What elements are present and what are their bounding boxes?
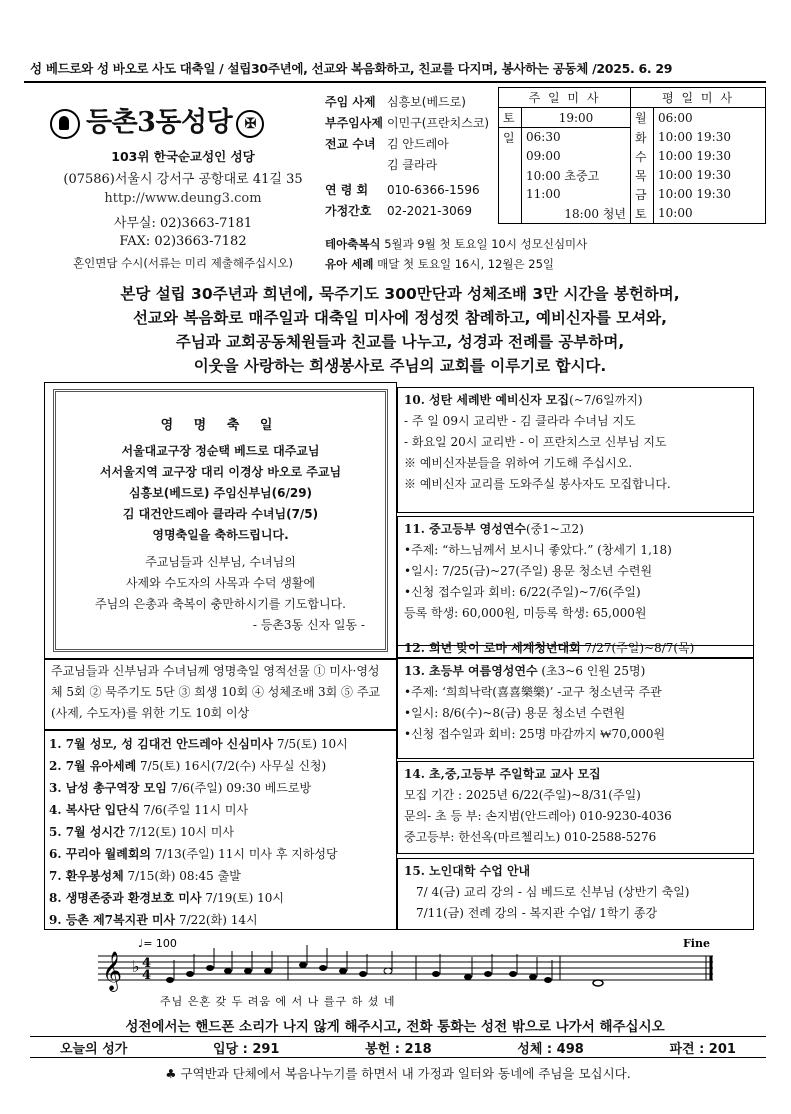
fine-marking: Fine xyxy=(683,937,710,950)
feast-signature: - 등촌3동 신자 일동 - xyxy=(252,618,365,632)
list-item: 5. 7월 성시간 7/12(토) 10시 미사 xyxy=(49,825,235,839)
parish-patron: 103위 한국순교성인 성당 xyxy=(111,149,255,164)
fatima-blessing-info: 테아축복식 5월과 9월 첫 토요일 10시 성모신심미사 xyxy=(325,237,588,251)
communion-hymn: 성체 : 498 xyxy=(517,1041,584,1057)
offertory-hymn: 봉헌 : 218 xyxy=(365,1041,432,1057)
footer-message: ♣ 구역반과 단체에서 복음나누기를 하면서 내 가정과 일터와 동네에 주님을 모십시다. xyxy=(165,1066,631,1081)
feast-wish: 사제와 수도자의 사목과 수덕 생활에 xyxy=(125,576,316,590)
motto-line: 본당 설립 30주년과 희년에, 묵주기도 300만단과 성체조배 3만 시간을 봉헌하며, xyxy=(120,285,680,303)
feast-line: 심흥보(베드로) 주임신부님(6/29) xyxy=(128,486,313,500)
section-14: 14. 초,중,고등부 주일학교 교사 모집 모집 기간 : 2025년 6/22(주일)~8/31(주일) 문의- 초 등 부: 손지범(안드레아) 010-9230-4036 중고등부: 한선옥(마르첼리노) 010-2588-5276 xyxy=(397,761,754,854)
motto-line: 이웃을 사랑하는 희생봉사로 주님의 교회를 이루기로 합시다. xyxy=(193,357,607,375)
feast-wish: 주님의 은총과 축복이 충만하시기를 기도합니다. xyxy=(95,597,346,611)
office-phone: 사무실: 02)3663-7181 xyxy=(113,216,253,231)
treble-clef-icon: 𝄞 xyxy=(102,951,123,991)
meeting-note: 혼인면담 수시(서류는 미리 제출해주십시오) xyxy=(73,256,293,270)
header-divider xyxy=(24,81,766,83)
weekday-mass-header: 평 일 미 사 xyxy=(631,88,766,108)
motto-line: 선교와 복음화로 매주일과 대축일 미사에 정성껏 참례하고, 예비신자를 모셔와, xyxy=(132,309,668,327)
mass-schedule-table: 주 일 미 사 평 일 미 사 토 19:00 월 06:00 일 06:30 화 10:00 19:30 09:00 수 10:00 19:30 10:00 초중고 목 10:00 19:30 11:00 금 10:00 19:30 18:00 청년 토 10:00 xyxy=(498,87,766,224)
entrance-hymn: 입당 : 291 xyxy=(212,1041,280,1057)
sunday-mass-header: 주 일 미 사 xyxy=(499,88,631,108)
section-12: 12. 희년 맞이 로마 세계청년대회 7/27(주일)~8/7(목) xyxy=(397,636,754,658)
staff-list xyxy=(325,93,495,223)
list-item: 8. 생명존중과 환경보호 미사 7/19(토) 10시 xyxy=(49,891,284,905)
section-15: 15. 노인대학 수업 안내 7/ 4(금) 교리 강의 - 심 베드로 신부님 (상반기 축일) 7/11(금) 전례 강의 - 복지관 수업/ 1학기 종강 xyxy=(397,858,754,930)
list-item: 4. 복사단 입단식 7/6(주일 11시 미사 xyxy=(49,803,249,817)
headline: 성 베드로와 성 바오로 사도 대축일 / 설립30주년에, 선교와 복음화하고, 친교를 다지며, 봉사하는 공동체 /2025. 6. 29 xyxy=(30,61,673,76)
dismissal-hymn: 파견 : 201 xyxy=(669,1041,736,1057)
section-10: 10. 성탄 세례반 예비신자 모집(~7/6일까지) - 주 일 09시 교리반 - 김 클라라 수녀님 지도 - 화요일 20시 교리반 - 이 프란치스코 신부님 지도 ※ 예비신자분들을 위하여 기도해 주십시오. ※ 예비신자 교리를 도와주실 봉사자도 모집합니다. xyxy=(397,387,754,513)
staff-row: 연 령 회 010-6366-1596 xyxy=(325,183,480,197)
phone-etiquette-notice: 성전에서는 핸드폰 소리가 나지 않게 해주시고, 전화 통화는 성전 밖으로 나가서 해주십시오 xyxy=(125,1019,665,1035)
cross-emblem-icon: ✠ xyxy=(236,110,264,138)
time-signature: 4 xyxy=(142,956,152,971)
list-item: 3. 남성 총구역장 모임 7/6(주일) 09:30 베드로방 xyxy=(49,781,312,795)
tempo-marking: ♩= 100 xyxy=(138,937,177,950)
fax-number: FAX: 02)3663-7182 xyxy=(119,234,247,249)
list-item: 6. 꾸리아 월례회의 7/13(주일) 11시 미사 후 지하성당 xyxy=(49,847,338,861)
staff-row: 주임 사제 심흥보(베드로) xyxy=(325,95,466,109)
todays-hymns-bar xyxy=(30,1036,766,1058)
list-item: 1. 7월 성모, 성 김대건 안드레아 신심미사 7/5(토) 10시 xyxy=(49,737,348,751)
staff-row: 김 클라라 xyxy=(387,158,438,172)
parish-address: (07586)서울시 강서구 공항대로 41길 35 xyxy=(63,172,303,187)
parish-logo-icon xyxy=(50,109,80,139)
feast-box xyxy=(44,382,397,659)
music-staff-graphic xyxy=(98,936,728,1011)
hymns-label: 오늘의 성가 xyxy=(60,1041,128,1057)
feast-wish: 주교님들과 신부님, 수녀님의 xyxy=(145,555,296,569)
staff-row: 전교 수녀 김 안드레아 xyxy=(325,137,449,151)
motto-line: 주님과 교회공동체원들과 친교를 나누고, 성경과 전례를 공부하며, xyxy=(175,333,625,351)
events-list xyxy=(44,730,397,930)
feast-ornament-frame xyxy=(53,389,388,652)
list-item: 2. 7월 유아세례 7/5(토) 16시(7/2(수) 사무실 신청) xyxy=(49,759,327,773)
section-11: 11. 중고등부 영성연수(중1~고2) •주제: “하느님께서 보시니 좋았다.” (창세기 1,18) •일시: 7/25(금)~27(주일) 용문 청소년 수련원 •신청 접수일과 회비: 6/22(주일)~7/6(주일) 등록 학생: 60,000원, 미등록 학생: 65,000원 xyxy=(397,516,754,646)
staff-row: 가정간호 02-2021-3069 xyxy=(325,204,473,218)
infant-baptism-info: 유아 세례 매달 첫 토요일 16시, 12월은 25일 xyxy=(325,257,555,271)
parish-website[interactable]: http://www.deung3.com xyxy=(104,191,262,206)
svg-text:4: 4 xyxy=(142,968,152,983)
list-item: 7. 환우봉성체 7/15(화) 08:45 출발 xyxy=(49,869,241,883)
list-item: 9. 등촌 제7복지관 미사 7/22(화) 14시 xyxy=(49,913,258,927)
feast-line: 김 대건안드레아 클라라 수녀님(7/5) xyxy=(122,507,319,521)
hymn-lyrics: 주님 은혼 갖 두 려움 에 서 나 를구 하 셨 네 xyxy=(160,995,396,1008)
feast-title: 영 명 축 일 xyxy=(160,418,281,433)
feast-line: 서서울지역 교구장 대리 이경상 바오로 주교님 xyxy=(99,465,342,479)
staff-row: 부주임사제 이민구(프란치스코) xyxy=(325,116,490,130)
parish-name: 등촌3동성당 xyxy=(86,107,233,138)
section-13: 13. 초등부 여름영성연수 (초3~6 인원 25명) •주제: ‘희희낙락(喜喜樂樂)’ -교구 청소년국 주관 •일시: 8/6(수)~8(금) 용문 청소년 수련원 •신청 접수일과 회비: 25명 마감까지 ₩70,000원 xyxy=(397,658,754,759)
feast-line: 서울대교구장 정순택 베드로 대주교님 xyxy=(121,444,320,458)
feast-line: 영명축일을 축하드립니다. xyxy=(152,528,289,542)
parish-title xyxy=(50,100,315,139)
music-score xyxy=(98,936,728,1011)
spiritual-gift-box: 주교님들과 신부님과 수녀님께 영명축일 영적선물 ① 미사·영성체 5회 ② 묵주기도 5단 ③ 희생 10회 ④ 성체조배 3회 ⑤ 주교(사제, 수도자)를 위한 기도 10회 이상 xyxy=(44,659,397,730)
flat-sign-icon: ♭ xyxy=(132,957,140,976)
